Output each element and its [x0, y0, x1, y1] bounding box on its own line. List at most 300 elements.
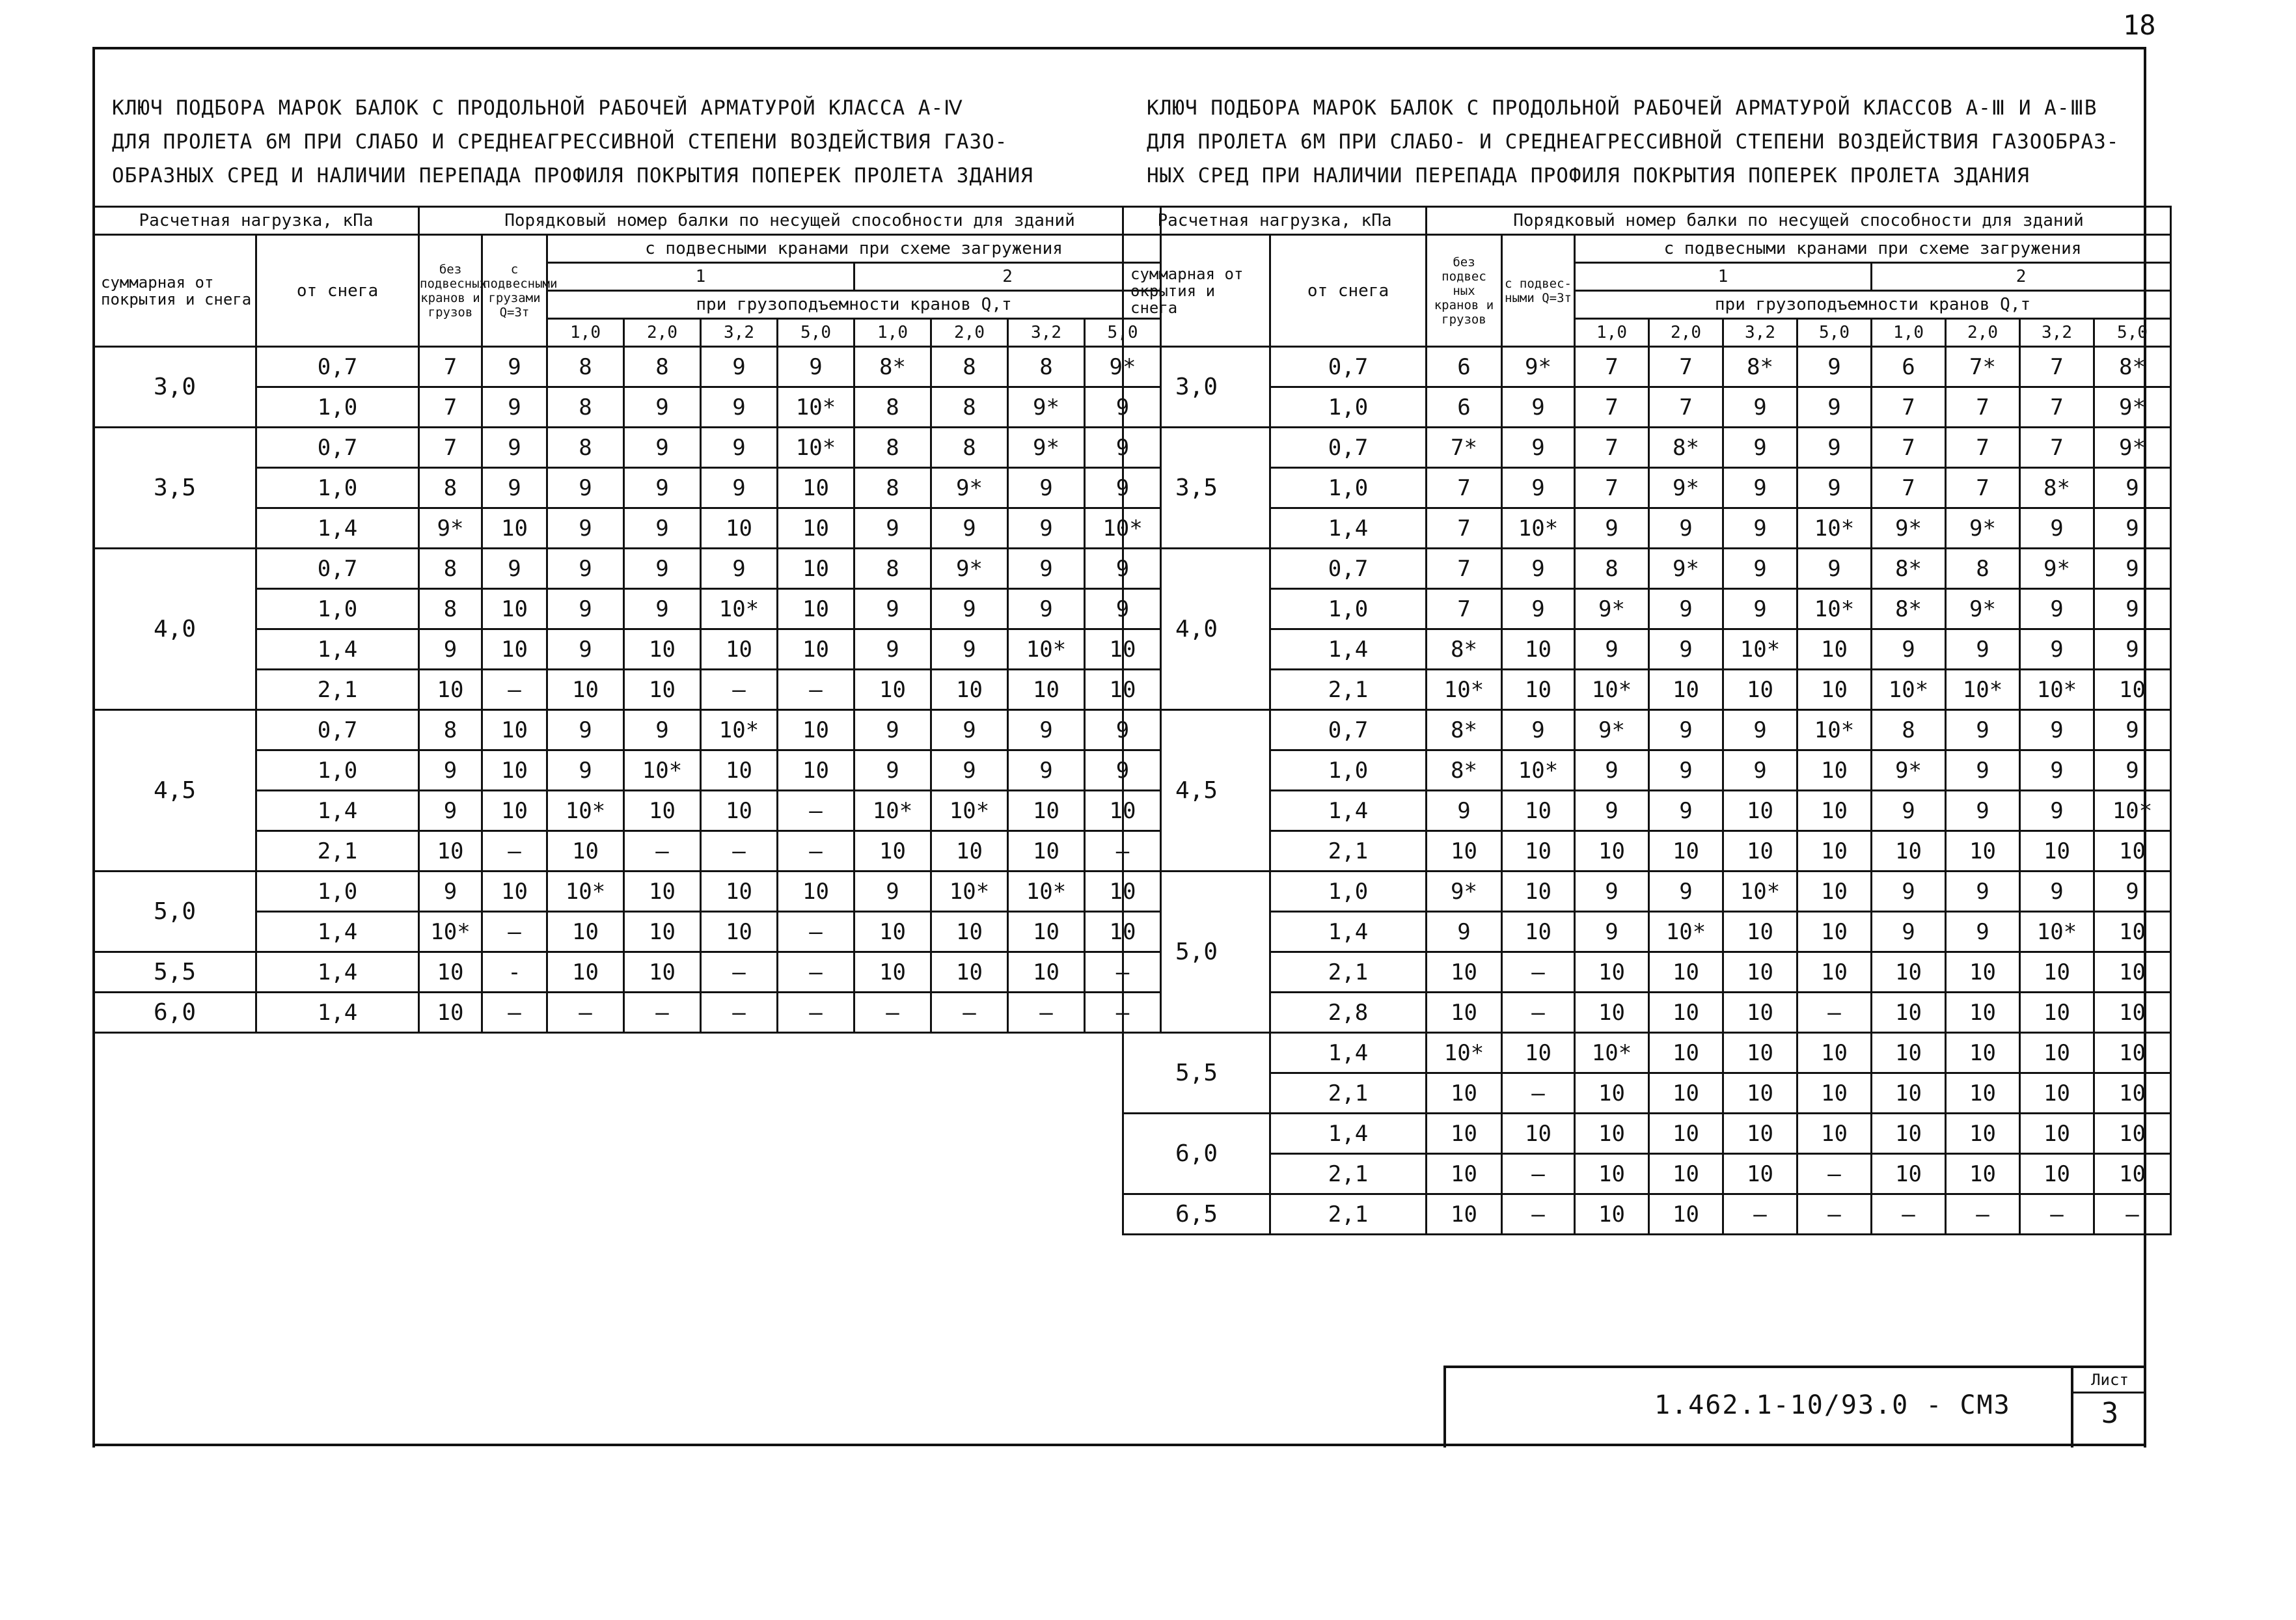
beam-number-cell: 10	[1946, 1114, 2020, 1154]
header-capacity-value: 1,0	[1872, 319, 1946, 347]
beam-number-cell: 9	[482, 347, 547, 387]
beam-number-cell: 10	[2020, 952, 2094, 993]
beam-number-cell: 9	[1797, 428, 1872, 468]
beam-number-cell: 10*	[1502, 750, 1575, 791]
beam-number-cell: 10	[778, 710, 854, 750]
header-scheme-1: 1	[1575, 263, 1872, 291]
beam-number-cell: 9	[624, 468, 701, 508]
table-row	[1123, 993, 2171, 1033]
right-beam-key-table	[1122, 206, 2172, 1235]
header-capacity-value: 3,2	[1723, 319, 1797, 347]
beam-number-cell: 9	[1575, 629, 1649, 670]
beam-number-cell: 10	[701, 750, 778, 791]
beam-number-cell: 9	[547, 508, 624, 549]
snow-load-cell: 1,4	[1270, 629, 1427, 670]
beam-number-cell: 10*	[1872, 670, 1946, 710]
total-load-cell: 3,0	[1123, 347, 1270, 428]
beam-number-cell: 10	[1946, 1033, 2020, 1073]
beam-number-cell: 9	[1649, 872, 1723, 912]
beam-number-cell: 9	[1946, 629, 2020, 670]
beam-number-cell: 9	[1649, 508, 1723, 549]
beam-number-cell: 9	[1649, 710, 1723, 750]
beam-number-cell: 9	[2020, 872, 2094, 912]
beam-number-cell: 10*	[1427, 670, 1502, 710]
beam-number-cell: 9	[419, 791, 482, 831]
document-code: 1.462.1-10/93.0 - СМ3	[1654, 1390, 2011, 1420]
beam-number-cell: 10*	[931, 872, 1008, 912]
table-row	[1123, 750, 2171, 791]
beam-number-cell: 9	[1502, 710, 1575, 750]
beam-number-cell: —	[701, 831, 778, 872]
beam-number-cell: —	[778, 670, 854, 710]
snow-load-cell: 0,7	[1270, 347, 1427, 387]
beam-number-cell: 10	[1575, 1114, 1649, 1154]
beam-number-cell: 9	[482, 387, 547, 428]
beam-number-cell: 7	[1427, 549, 1502, 589]
beam-number-cell: 10	[624, 791, 701, 831]
beam-number-cell: 10*	[2020, 670, 2094, 710]
beam-number-cell: —	[624, 993, 701, 1033]
snow-load-cell: 1,0	[1270, 589, 1427, 629]
beam-number-cell: 9	[2020, 629, 2094, 670]
beam-number-cell: 10	[1649, 952, 1723, 993]
beam-number-cell: 9	[547, 710, 624, 750]
beam-number-cell: 9	[1649, 791, 1723, 831]
snow-load-cell: 2,1	[1270, 952, 1427, 993]
right-table-caption: КЛЮЧ ПОДБОРА МАРОК БАЛОК С ПРОДОЛЬНОЙ РАБОЧЕЙ АРМАТУРОЙ КЛАССОВ А-Ⅲ И А-ⅢВ ДЛЯ ПРОЛЕТА 6М ПРИ СЛАБО- И СРЕДНЕАГРЕССИВНОЙ СТЕПЕНИ ВОЗДЕЙСТВИЯ ГАЗООБРАЗ- НЫХ СРЕД ПРИ НАЛИЧИИ ПЕРЕПАДА ПРОФИЛЯ ПОКРЫТИЯ ПОПЕРЕК ПРОЛЕТА ЗДАНИЯ	[1147, 96, 2120, 187]
beam-number-cell: 10	[2020, 1114, 2094, 1154]
header-hoists: с подвесными грузами Q=3т	[482, 235, 547, 347]
beam-number-cell: 9	[2094, 710, 2171, 750]
beam-number-cell: 10	[482, 872, 547, 912]
beam-number-cell: 9*	[1649, 468, 1723, 508]
beam-number-cell: 10*	[1085, 508, 1161, 549]
snow-load-cell: 2,1	[1270, 1194, 1427, 1235]
beam-number-cell: —	[482, 912, 547, 952]
beam-number-cell: 10	[1085, 872, 1161, 912]
beam-number-cell: 9	[2094, 629, 2171, 670]
beam-number-cell: —	[1502, 952, 1575, 993]
beam-number-cell: 9	[1723, 710, 1797, 750]
snow-load-cell: 2,1	[256, 670, 419, 710]
table-row	[1123, 1114, 2171, 1154]
beam-number-cell: 10	[1946, 1073, 2020, 1114]
beam-number-cell: 8	[854, 549, 931, 589]
beam-number-cell: 10	[1872, 1033, 1946, 1073]
beam-number-cell: 10*	[854, 791, 931, 831]
beam-number-cell: —	[778, 791, 854, 831]
beam-number-cell: 10	[1723, 791, 1797, 831]
beam-number-cell: 9	[1872, 912, 1946, 952]
beam-number-cell: 10	[482, 710, 547, 750]
snow-load-cell: 0,7	[1270, 710, 1427, 750]
snow-load-cell: 1,4	[256, 952, 419, 993]
beam-number-cell: 10	[854, 912, 931, 952]
beam-number-cell: 9	[2020, 589, 2094, 629]
page-number: 18	[2123, 9, 2156, 41]
beam-number-cell: 9	[701, 549, 778, 589]
snow-load-cell: 1,0	[1270, 872, 1427, 912]
beam-number-cell: 10	[1723, 1073, 1797, 1114]
beam-number-cell: 10	[1649, 993, 1723, 1033]
beam-number-cell: 10*	[1575, 670, 1649, 710]
beam-number-cell: —	[1502, 1194, 1575, 1235]
beam-number-cell: 10	[1427, 993, 1502, 1033]
beam-number-cell: 10	[624, 872, 701, 912]
beam-number-cell: 9	[624, 508, 701, 549]
beam-number-cell: 9	[1723, 508, 1797, 549]
beam-number-cell: 9	[854, 508, 931, 549]
table-row	[1123, 428, 2171, 468]
beam-number-cell: 8*	[1427, 710, 1502, 750]
beam-number-cell: 10	[624, 670, 701, 710]
beam-number-cell: 10	[701, 508, 778, 549]
beam-number-cell: 9*	[1946, 508, 2020, 549]
snow-load-cell: 2,1	[256, 831, 419, 872]
beam-number-cell: 10	[1649, 1154, 1723, 1194]
snow-load-cell: 1,0	[1270, 468, 1427, 508]
beam-number-cell: 9	[419, 750, 482, 791]
beam-number-cell: 9	[624, 387, 701, 428]
beam-number-cell: —	[701, 952, 778, 993]
beam-number-cell: 8*	[1872, 589, 1946, 629]
beam-number-cell: 10	[1085, 912, 1161, 952]
beam-number-cell: 9	[2094, 872, 2171, 912]
beam-number-cell: 10	[1427, 1194, 1502, 1235]
total-load-cell: 6,0	[1123, 1114, 1270, 1194]
beam-number-cell: 9	[2094, 468, 2171, 508]
beam-number-cell: 10	[1946, 993, 2020, 1033]
beam-number-cell: 9	[854, 872, 931, 912]
snow-load-cell: 1,4	[1270, 791, 1427, 831]
beam-number-cell: 10	[547, 831, 624, 872]
beam-number-cell: 9*	[1946, 589, 2020, 629]
beam-number-cell: 9	[1723, 750, 1797, 791]
header-crane-capacity: при грузоподъемности кранов Q,т	[547, 291, 1161, 319]
beam-number-cell: 10	[1575, 1154, 1649, 1194]
table-row	[94, 428, 1161, 468]
snow-load-cell: 0,7	[1270, 549, 1427, 589]
beam-number-cell: 9	[2094, 750, 2171, 791]
beam-number-cell: 9	[854, 589, 931, 629]
beam-number-cell: 9	[547, 750, 624, 791]
beam-number-cell: 8*	[1427, 750, 1502, 791]
beam-number-cell: 7	[1872, 387, 1946, 428]
beam-number-cell: —	[701, 670, 778, 710]
beam-number-cell: 10*	[701, 589, 778, 629]
beam-number-cell: 9	[701, 387, 778, 428]
beam-number-cell: 10	[1008, 831, 1085, 872]
beam-number-cell: 10	[778, 750, 854, 791]
beam-number-cell: 10*	[1797, 589, 1872, 629]
beam-number-cell: 9*	[1008, 428, 1085, 468]
beam-number-cell: —	[701, 993, 778, 1033]
beam-number-cell: 9*	[1872, 750, 1946, 791]
beam-number-cell: 9	[1008, 710, 1085, 750]
beam-number-cell: 10	[1085, 791, 1161, 831]
beam-number-cell: 9	[1723, 387, 1797, 428]
header-order: Порядковый номер балки по несущей способности для зданий	[419, 207, 1161, 235]
beam-number-cell: 9*	[1427, 872, 1502, 912]
header-capacity-value: 5,0	[1085, 319, 1161, 347]
header-capacity-value: 5,0	[1797, 319, 1872, 347]
beam-number-cell: 9	[1797, 549, 1872, 589]
beam-number-cell: 7	[2020, 428, 2094, 468]
beam-number-cell: 10	[1872, 1073, 1946, 1114]
beam-number-cell: 9	[419, 629, 482, 670]
header-capacity-value: 2,0	[1649, 319, 1723, 347]
beam-number-cell: 9	[1575, 791, 1649, 831]
beam-number-cell: 10	[778, 508, 854, 549]
header-capacity-value: 2,0	[931, 319, 1008, 347]
beam-number-cell: 9	[482, 428, 547, 468]
beam-number-cell: 10*	[1723, 629, 1797, 670]
beam-number-cell: 10	[1427, 952, 1502, 993]
beam-number-cell: 10	[482, 508, 547, 549]
beam-number-cell: 9	[2020, 750, 2094, 791]
beam-number-cell: 8*	[1427, 629, 1502, 670]
beam-number-cell: 7*	[1946, 347, 2020, 387]
beam-number-cell: 9	[1872, 629, 1946, 670]
beam-number-cell: —	[1085, 993, 1161, 1033]
beam-number-cell: 10	[2094, 1073, 2171, 1114]
header-capacity-value: 5,0	[2094, 319, 2171, 347]
beam-number-cell: 10	[701, 912, 778, 952]
beam-number-cell: —	[1502, 1154, 1575, 1194]
beam-number-cell: 10	[1085, 670, 1161, 710]
beam-number-cell: 9	[419, 872, 482, 912]
beam-number-cell: —	[778, 831, 854, 872]
beam-number-cell: —	[482, 993, 547, 1033]
beam-number-cell: —	[778, 912, 854, 952]
table-row	[1123, 791, 2171, 831]
beam-number-cell: 10	[778, 629, 854, 670]
beam-number-cell: 9*	[1502, 347, 1575, 387]
beam-number-cell: 10	[931, 670, 1008, 710]
beam-number-cell: 9	[854, 629, 931, 670]
snow-load-cell: 2,1	[1270, 1154, 1427, 1194]
beam-number-cell: 7*	[1427, 428, 1502, 468]
beam-number-cell: —	[778, 993, 854, 1033]
beam-number-cell: -	[482, 952, 547, 993]
beam-number-cell: 8	[854, 428, 931, 468]
beam-number-cell: 10*	[778, 387, 854, 428]
beam-number-cell: 9	[1797, 347, 1872, 387]
beam-number-cell: 10	[1427, 831, 1502, 872]
beam-number-cell: 10	[547, 952, 624, 993]
beam-number-cell: 9	[931, 589, 1008, 629]
beam-number-cell: 10	[547, 670, 624, 710]
beam-number-cell: 9	[1085, 710, 1161, 750]
beam-number-cell: 10	[1723, 912, 1797, 952]
beam-number-cell: 10*	[419, 912, 482, 952]
beam-number-cell: —	[778, 952, 854, 993]
snow-load-cell: 1,4	[256, 993, 419, 1033]
table-row	[1123, 670, 2171, 710]
beam-number-cell: 10	[1502, 1114, 1575, 1154]
beam-number-cell: 10	[1008, 952, 1085, 993]
beam-number-cell: 10	[1797, 791, 1872, 831]
beam-number-cell: 10	[1872, 1154, 1946, 1194]
beam-number-cell: 7	[419, 347, 482, 387]
header-crane-capacity: при грузоподъемности кранов Q,т	[1575, 291, 2171, 319]
beam-number-cell: 10	[1649, 670, 1723, 710]
beam-number-cell: 9	[1723, 589, 1797, 629]
beam-number-cell: 9	[931, 710, 1008, 750]
snow-load-cell: 2,1	[1270, 831, 1427, 872]
beam-number-cell: 10	[1797, 670, 1872, 710]
beam-number-cell: 9	[1085, 387, 1161, 428]
beam-number-cell: 9	[1946, 710, 2020, 750]
beam-number-cell: 10	[1723, 670, 1797, 710]
beam-number-cell: 8	[854, 468, 931, 508]
beam-number-cell: 10*	[2094, 791, 2171, 831]
beam-number-cell: 9	[701, 428, 778, 468]
table-row	[94, 549, 1161, 589]
beam-number-cell: 10	[1872, 831, 1946, 872]
beam-number-cell: 7	[1946, 387, 2020, 428]
header-with-cranes: с подвесными кранами при схеме загружения	[1575, 235, 2171, 263]
beam-number-cell: —	[1872, 1194, 1946, 1235]
beam-number-cell: 10*	[1008, 872, 1085, 912]
total-load-cell: 6,0	[94, 993, 256, 1033]
sheet-number: 3	[2101, 1397, 2119, 1430]
beam-number-cell: 9*	[1649, 549, 1723, 589]
total-load-cell: 5,0	[1123, 872, 1270, 1033]
beam-number-cell: 10	[1502, 670, 1575, 710]
header-capacity-value: 5,0	[778, 319, 854, 347]
beam-number-cell: 7	[1649, 347, 1723, 387]
beam-number-cell: —	[547, 993, 624, 1033]
snow-load-cell: 1,4	[1270, 912, 1427, 952]
beam-number-cell: 10	[482, 750, 547, 791]
beam-number-cell: 10	[1427, 1114, 1502, 1154]
beam-number-cell: 10	[1872, 952, 1946, 993]
beam-number-cell: 10	[1946, 831, 2020, 872]
beam-number-cell: 10	[1797, 872, 1872, 912]
beam-number-cell: 10	[1008, 912, 1085, 952]
beam-number-cell: 10*	[1427, 1033, 1502, 1073]
beam-number-cell: 9*	[2020, 549, 2094, 589]
beam-number-cell: 8*	[2094, 347, 2171, 387]
beam-number-cell: 10	[1649, 1073, 1723, 1114]
beam-number-cell: 10*	[1797, 710, 1872, 750]
beam-number-cell: 9	[547, 549, 624, 589]
beam-number-cell: 10	[931, 912, 1008, 952]
beam-number-cell: 10*	[624, 750, 701, 791]
beam-number-cell: 10	[854, 831, 931, 872]
table-row	[94, 347, 1161, 387]
header-capacity-value: 1,0	[547, 319, 624, 347]
total-load-cell: 3,5	[94, 428, 256, 549]
beam-number-cell: 9	[1946, 750, 2020, 791]
beam-number-cell: 10	[1723, 952, 1797, 993]
beam-number-cell: 8	[419, 710, 482, 750]
beam-number-cell: 7	[419, 387, 482, 428]
header-load: Расчетная нагрузка, кПа	[94, 207, 419, 235]
beam-number-cell: 9	[1085, 549, 1161, 589]
beam-number-cell: 8	[931, 347, 1008, 387]
beam-number-cell: 9	[1575, 508, 1649, 549]
beam-number-cell: 10*	[931, 791, 1008, 831]
beam-number-cell: 9	[854, 710, 931, 750]
beam-number-cell: 10	[778, 589, 854, 629]
sheet-label: Лист	[2073, 1368, 2146, 1393]
header-snow-load: от снега	[1270, 235, 1427, 347]
header-with-cranes: с подвесными кранами при схеме загружения	[547, 235, 1161, 263]
beam-number-cell: 9	[854, 750, 931, 791]
beam-number-cell: 9	[1085, 750, 1161, 791]
table-row	[1123, 549, 2171, 589]
left-table-caption: КЛЮЧ ПОДБОРА МАРОК БАЛОК С ПРОДОЛЬНОЙ РАБОЧЕЙ АРМАТУРОЙ КЛАССА А-Ⅳ ДЛЯ ПРОЛЕТА 6М ПРИ СЛАБО И СРЕДНЕАГРЕССИВНОЙ СТЕПЕНИ ВОЗДЕЙСТВИЯ ГАЗО- ОБРАЗНЫХ СРЕД И НАЛИЧИИ ПЕРЕПАДА ПРОФИЛЯ ПОКРЫТИЯ ПОПЕРЕК ПРОЛЕТА ЗДАНИЯ	[112, 96, 1033, 187]
header-no-cranes: без подвес ных кранов и грузов	[1427, 235, 1502, 347]
beam-number-cell: 10	[1085, 629, 1161, 670]
total-load-cell: 3,5	[1123, 428, 1270, 549]
snow-load-cell: 1,4	[1270, 1033, 1427, 1073]
table-row	[1123, 468, 2171, 508]
table-row	[1123, 1194, 2171, 1235]
beam-number-cell: 9	[1085, 428, 1161, 468]
beam-number-cell: —	[1085, 831, 1161, 872]
beam-number-cell: 7	[1427, 589, 1502, 629]
beam-number-cell: —	[1797, 1154, 1872, 1194]
beam-number-cell: 10*	[1723, 872, 1797, 912]
beam-number-cell: 10	[2094, 831, 2171, 872]
beam-number-cell: 9	[1575, 872, 1649, 912]
beam-number-cell: 10	[1008, 791, 1085, 831]
beam-number-cell: 9*	[1085, 347, 1161, 387]
beam-number-cell: 6	[1427, 347, 1502, 387]
total-load-cell: 5,5	[94, 952, 256, 993]
beam-number-cell: 6	[1427, 387, 1502, 428]
beam-number-cell: 8	[1946, 549, 2020, 589]
beam-number-cell: 9	[701, 468, 778, 508]
beam-number-cell: 10	[1797, 1073, 1872, 1114]
beam-number-cell: 8	[1872, 710, 1946, 750]
beam-number-cell: 10	[1008, 670, 1085, 710]
beam-number-cell: 8	[547, 347, 624, 387]
snow-load-cell: 0,7	[256, 710, 419, 750]
beam-number-cell: 8	[1008, 347, 1085, 387]
beam-number-cell: 10	[701, 872, 778, 912]
beam-number-cell: 9	[547, 468, 624, 508]
beam-number-cell: 9	[2094, 508, 2171, 549]
beam-number-cell: 10*	[1575, 1033, 1649, 1073]
beam-number-cell: 9	[1427, 791, 1502, 831]
beam-number-cell: 10	[1946, 952, 2020, 993]
beam-number-cell: 9	[701, 347, 778, 387]
beam-number-cell: 9	[624, 549, 701, 589]
beam-number-cell: —	[1723, 1194, 1797, 1235]
beam-number-cell: —	[1085, 952, 1161, 993]
total-load-cell: 3,0	[94, 347, 256, 428]
beam-number-cell: 10	[1723, 831, 1797, 872]
beam-number-cell: 10	[1502, 831, 1575, 872]
beam-number-cell: 9	[931, 750, 1008, 791]
snow-load-cell: 2,1	[1270, 1073, 1427, 1114]
beam-number-cell: 10	[624, 629, 701, 670]
beam-number-cell: 9	[778, 347, 854, 387]
beam-number-cell: 10	[1575, 993, 1649, 1033]
header-hoists: с подвес-ными Q=3т	[1502, 235, 1575, 347]
header-no-cranes: без подвесных кранов и грузов	[419, 235, 482, 347]
header-capacity-value: 3,2	[1008, 319, 1085, 347]
header-total-load: суммарная от окрытия и снега	[1123, 235, 1270, 347]
beam-number-cell: 9	[1502, 589, 1575, 629]
beam-number-cell: 10	[2020, 1033, 2094, 1073]
beam-number-cell: 9	[1872, 872, 1946, 912]
beam-number-cell: 10	[1797, 831, 1872, 872]
